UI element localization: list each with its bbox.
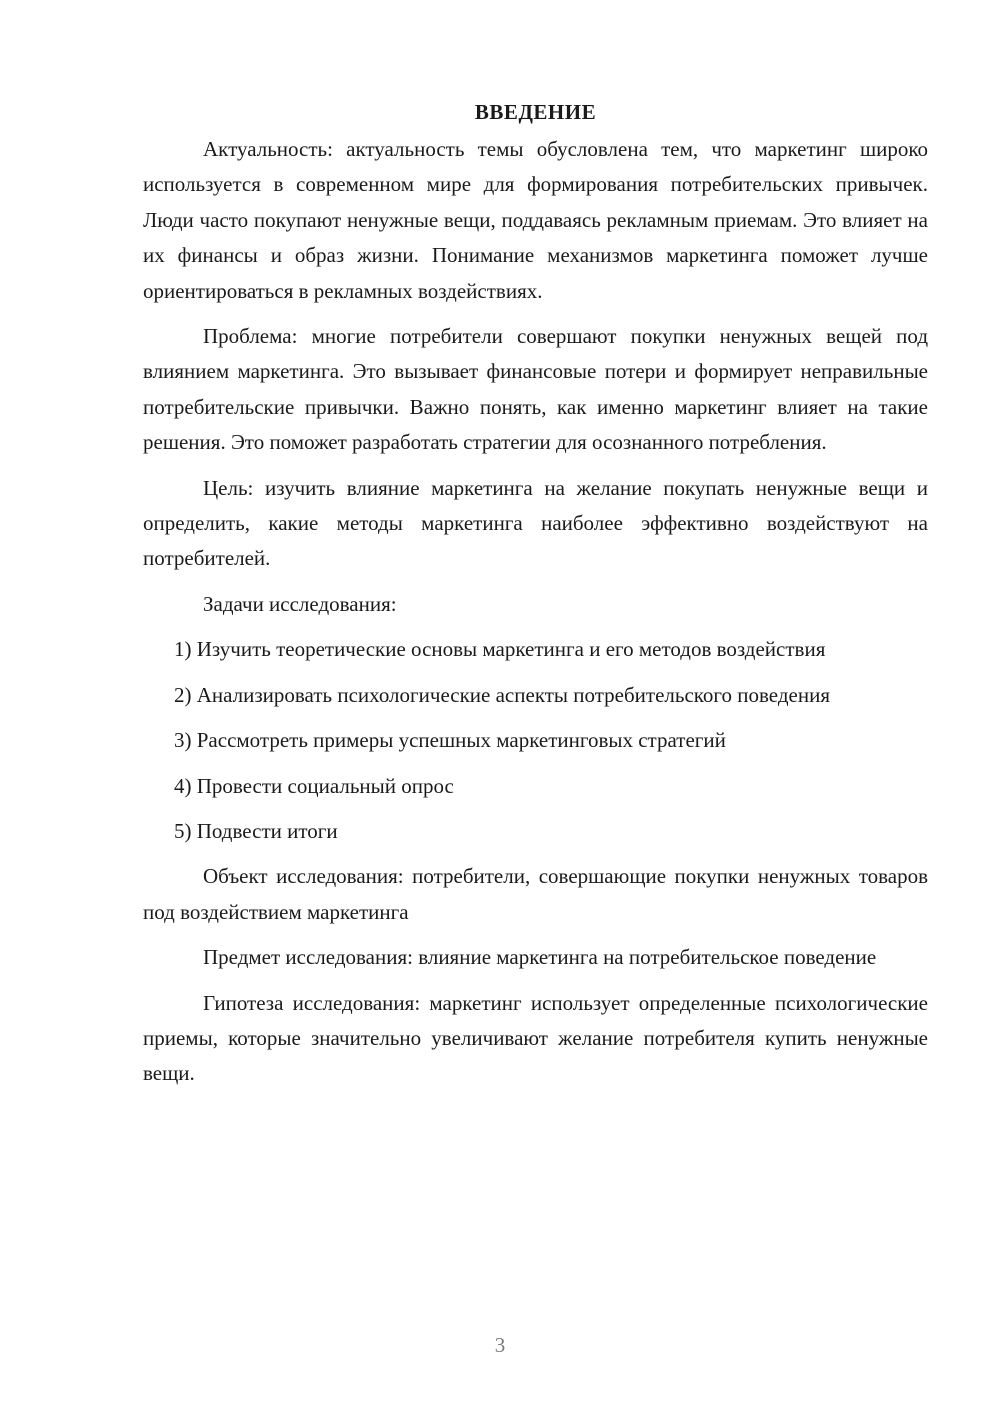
page-number: 3 [494, 1333, 506, 1357]
list-item: 4) Провести социальный опрос [174, 773, 454, 798]
paragraph-goal: Цель: изучить влияние маркетинга на желание покупать ненужные вещи и определить, какие методы маркетинга наиболее эффективно воздействуют на потребителей. [143, 475, 928, 571]
paragraph-problem: Проблема: многие потребители совершают покупки ненужных вещей под влиянием маркетинга. Это вызывает финансовые потери и формирует неправильные потребительские привычки. Важно понять, как именно маркетинг влияет на такие решения. Это поможет разработать стратегии для осознанного потребления. [143, 324, 928, 455]
tasks-heading: Задачи исследования: [203, 591, 397, 616]
document-page [143, 94, 928, 1102]
paragraph-hypothesis: Гипотеза исследования: маркетинг использует определенные психологические приемы, которые значительно увеличивают желание потребителя купить ненужные вещи. [143, 990, 928, 1086]
list-item: 2) Анализировать психологические аспекты потребительского поведения [174, 682, 830, 707]
list-item: 5) Подвести итоги [174, 818, 338, 843]
list-item: 3) Рассмотреть примеры успешных маркетинговых стратегий [174, 728, 726, 753]
list-item: 1) Изучить теоретические основы маркетинга и его методов воздействия [174, 637, 826, 662]
page-title: ВВЕДЕНИЕ [474, 100, 597, 124]
paragraph-object: Объект исследования: потребители, совершающие покупки ненужных товаров под воздействием маркетинга [143, 864, 928, 924]
paragraph-subject: Предмет исследования: влияние маркетинга на потребительское поведение [203, 945, 877, 970]
tasks-list [143, 632, 928, 849]
paragraph-relevance: Актуальность: актуальность темы обусловлена тем, что маркетинг широко используется в современном мире для формирования потребительских привычек. Люди часто покупают ненужные вещи, поддаваясь рекламным приемам. Это влияет на их финансы и образ жизни. Понимание механизмов маркетинга поможет лучше ориентироваться в рекламных воздействиях. [143, 137, 928, 303]
